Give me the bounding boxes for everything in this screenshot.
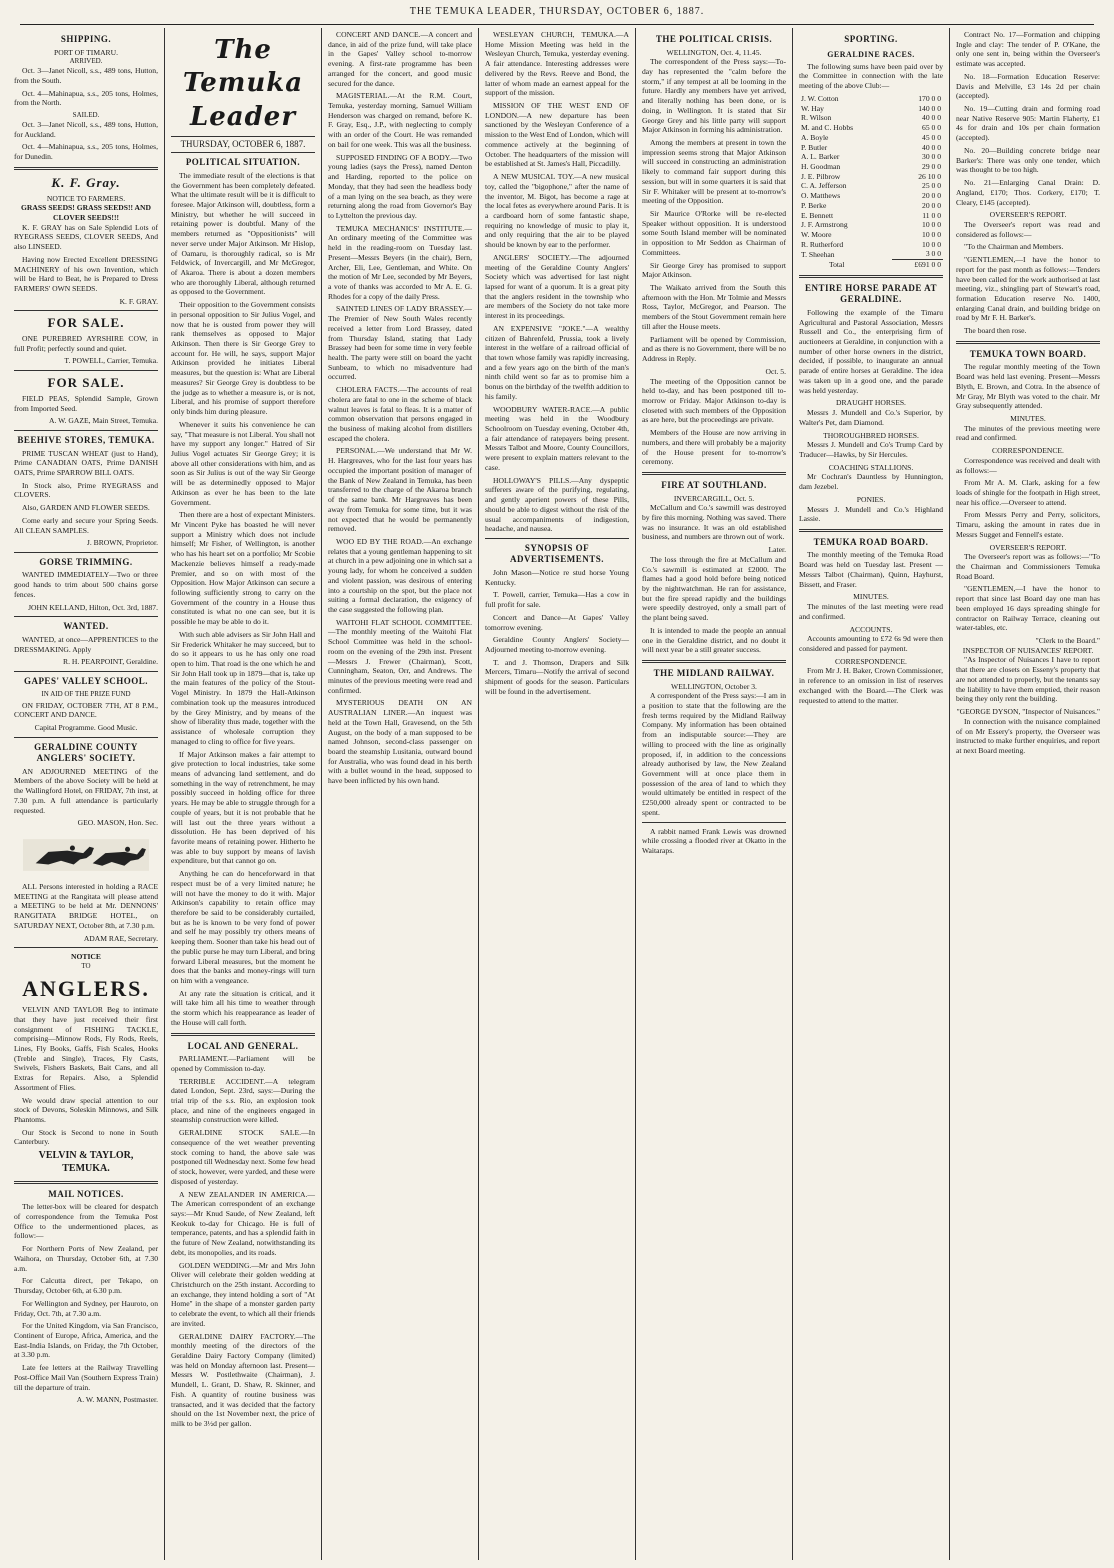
road-board-accounts-heading: ACCOUNTS.	[849, 624, 893, 634]
races-row-name: P. Butler	[801, 142, 828, 152]
for-sale-body-2: FIELD PEAS, Splendid Sample, Grown from Imported Seed.	[14, 393, 158, 413]
races-row-amount: 170 0 0	[918, 93, 941, 103]
road-board-heading: TEMUKA ROAD BOARD.	[813, 536, 929, 547]
tender-paragraph: No. 21—Enlarging Canal Drain: D. Angland, £170; Thos. Corkery, £170; T. Cleary, £145 (accepted).	[956, 178, 1100, 207]
local-paragraph: HOLLOWAY'S PILLS.—Any dyspeptic sufferers aware of the purifying, regulating, and gently aperient powers of these Pills, should be able to digest without the risk of the usual accompaniments of indigestion, headache, and nausea.	[485, 475, 629, 534]
thoroughbred-paragraph: Messrs J. Mundell and Co's Trump Card by Traducer—Hawks, by Sir Hercules.	[799, 440, 943, 459]
divider	[14, 947, 158, 948]
road-board-correspondence-heading: CORRESPONDENCE.	[835, 656, 907, 666]
gapes-heading: GAPES' VALLEY SCHOOL.	[23, 676, 149, 687]
races-row-amount: 45 0 0	[922, 132, 941, 142]
crisis-paragraph: Parliament will be opened by Commission, and as there is no Government, there will be no Address in Reply.	[642, 334, 786, 364]
political-crisis-heading: THE POLITICAL CRISIS.	[655, 34, 773, 44]
races-row-amount: 20 0 0	[922, 200, 941, 210]
ponies-heading: PONIES.	[856, 494, 886, 504]
synopsis-heading: SYNOPSIS OF ADVERTISEMENTS.	[510, 542, 604, 565]
column-5	[636, 28, 793, 1560]
local-paragraph: PARLIAMENT.—Parliament will be opened by Commission to-day.	[171, 1054, 315, 1073]
races-row-name: P. Berke	[801, 200, 827, 210]
races-row-name: W. Moore	[801, 229, 832, 239]
local-general-heading: LOCAL AND GENERAL.	[187, 1040, 299, 1051]
town-board-paragraph: The regular monthly meeting of the Town Board was held last evening. Present—Messrs Blyth, E. Brown, and Cotra. In the absence of Mr Gray, Mr Blyth was voted to the chair. Mr Gray subsequently attended.	[956, 362, 1100, 411]
local-paragraph: A NEW ZEALANDER IN AMERICA.—The American correspondent of an exchange says:—Mr Knud Saude, of New Zealand, left Keokuk to-day for Chicago. He is full of temperance, patents, and has a splendid faith in the future of New Zealand, notwithstanding its debt, its monopolies, and its roads.	[171, 1189, 315, 1257]
races-row-amount: 10 0 0	[922, 220, 941, 230]
town-board-correspondence-heading: CORRESPONDENCE.	[992, 446, 1064, 456]
synopsis-item: T. and J. Thomson, Drapers and Silk Mercers, Timaru—Notify the arrival of second shipment of goods for the season. Particulars will be found in the advertisement.	[485, 657, 629, 696]
editorial-paragraph: The immediate result of the elections is that the Government has been completely defeated. What the ultimate result will be it is difficult to foresee. Major Atkinson will, doubtless, form a Ministry, but whether he will succeed in retaining power is doubtful. Many of the members returned as "Oppositionists" will never serve under Major Atkinson. Mr Hislop, of Oamaru, is thoroughly radical, so is Mr Feldwick, of Invercargill, and Mr McGregor, of Akaroa. There is about a dozen members who are thoroughly Liberal, although returned as opposed to the Government.	[171, 170, 315, 297]
fire-paragraph: McCallum and Co.'s sawmill was destroyed by fire this morning. Nothing was saved. There was no insurance. It was an old established business, and numbers are thrown out of work.	[642, 503, 786, 542]
local-paragraph: WAITOHI FLAT SCHOOL COMMITTEE.—The monthly meeting of the Waitohi Flat School Committee was held in the school-room on the evening of the 29th inst. Present—Messrs J. Frewer (Chairman), Scott, Cunningham, Seaton, Orr, and Andrews. The minutes of the previous meeting were read and confirmed.	[328, 617, 472, 695]
races-row-name: A. Boyle	[801, 132, 829, 142]
races-row-name: T. Sheehan	[801, 249, 835, 259]
divider	[799, 529, 943, 532]
divider	[14, 310, 158, 311]
beehive-body: PRIME TUSCAN WHEAT (just to Hand), Prime CANADIAN OATS, Prime DANISH OATS, Prime SPARROW BILL OATS.	[14, 448, 158, 477]
wanted-heading: WANTED.	[63, 621, 109, 632]
midland-paragraph: A correspondent of the Press says:—I am in a position to state that the following are the fresh terms required by the Midland Railway Company. My information has been obtained from an indisputable source:—They are willing to proceed with the line as originally proposed, if, in addition to the concessions already authorised by law, the New Zealand Government will at once place them in possession of the area of land to which they would ultimately be entitled in respect of the £250,000 already spent or contracted to be spent.	[642, 691, 786, 817]
races-row-amount: 3 0 0	[925, 249, 941, 259]
divider	[642, 822, 786, 823]
road-board-paragraph: The minutes of the last meeting were read and confirmed.	[799, 602, 943, 621]
editorial-paragraph: Their opposition to the Government consists in personal opposition to Sir Julius Vogel, and now that he is ousted from power they will rank themselves as opposed to Major Atkinson. Then there is Sir George Grey to account for. He will, he says, support Major Atkinson provided he initiates Liberal measures, but the question is: What are Liberal measures? Sir George Grey is doubtless to be the judge as to whether a measure is, or is not, Liberal, and his promise of support therefore only binds him during pleasure.	[171, 300, 315, 417]
arrived-label: ARRIVED.	[69, 57, 103, 66]
gorse-body: WANTED IMMEDIATELY—Two or three good hands to trim about 500 chains gorse fences.	[14, 570, 158, 599]
mail-signature: A. W. MANN, Postmaster.	[76, 1395, 158, 1405]
road-board-paragraph: The monthly meeting of the Temuka Road Board was held on Tuesday last. Present — Messrs Talbot (Chairman), Quinn, Hayhurst, Bissett, and Fraser.	[799, 550, 943, 589]
velvin-body: VELVIN AND TAYLOR Beg to intimate that they have just received their first consignment of FISHING TACKLE, comprising—Minnow Rods, Fly Rods, Reels, Lines, Fly Books, Gaffs, Fish Scales, Hooks (Treble and Single), Traces, Fly Casts, Swivels, Fishers Baskets, Bait Cans, and all Extras for Repairs. Also, a Splendid Assortment of Flies.	[14, 1005, 158, 1092]
races-row-name: J. W. Cotton	[801, 93, 839, 103]
nuisances-heading: INSPECTOR OF NUISANCES' REPORT.	[962, 645, 1094, 655]
races-row	[799, 113, 943, 123]
races-row-amount: 29 0 0	[922, 161, 941, 171]
races-row	[799, 123, 943, 133]
beehive-heading: BEEHIVE STORES, TEMUKA.	[17, 434, 155, 445]
sailing-1: Oct. 3—Janet Nicoll, s.s., 489 tons, Hutton, for Auckland.	[14, 120, 158, 139]
divider	[14, 671, 158, 672]
divider	[14, 737, 158, 738]
races-row	[799, 181, 943, 191]
road-board-paragraph: From Mr J. H. Baker, Crown Commissioner, in reference to an omission in list of reserves exchanged with the Board.—The Clerk was requested to attend to the matter.	[799, 666, 943, 705]
shipping-heading: SHIPPING.	[60, 34, 112, 44]
editorial-paragraph: At any rate the situation is critical, and it will take him all his time to weather through the storm which his reappearance as leader of the House will call forth.	[171, 988, 315, 1027]
races-row	[799, 143, 943, 153]
divider	[14, 1181, 158, 1184]
editorial-paragraph: With such able advisers as Sir John Hall and Sir Frederick Whitaker he may succeed, but to do so it appears to us he has only one road open to him. That road is the one which he and Sir John Hall took up in 1879—that is, take up the main features of the policy of the Stout-Vogel Ministry. In 1879 the Hall-Atkinson combination took up the measures introduced by the Grey Ministry, and by means of the show of liberality thus made, together with the assistance of wholesale corruption they managed to cling to office for five years.	[171, 629, 315, 746]
gray-subheading: NOTICE TO FARMERS.	[46, 193, 126, 203]
running-head-text: THE TEMUKA LEADER, THURSDAY, OCTOBER 6, 1887.	[409, 6, 705, 17]
column-6	[793, 28, 950, 1560]
racehorse-illustration	[23, 831, 150, 879]
gray-body: K. F. GRAY has on Sale Splendid Lots of RYEGRASS SEEDS, CLOVER SEEDS, And also LINSEED.	[14, 222, 158, 252]
race-meeting-signature: ADAM RAE, Secretary.	[83, 933, 158, 943]
town-board-paragraph: The minutes of the previous meeting were read and confirmed.	[956, 423, 1100, 443]
local-paragraph: PERSONAL.—We understand that Mr W. H. Hargreaves, who for the last four years has occupied the important position of manager of the Bank of New Zealand in Temuka, has been transferred to the charge of the Akaroa branch of the same bank. Mr Hargreaves has been away from Temuka for some time, but it was not expected that he would be permanently removed.	[328, 446, 472, 534]
races-row-name: R. Rutherford	[801, 239, 844, 249]
local-paragraph: SAINTED LINES OF LADY BRASSEY.—The Premier of New South Wales recently received a letter from Lord Brassey, dated from Thursday Island, stating that Lady Brassey had been for some time in very feeble health. The party were still on board the yacht Sunbeam, to which no misadventure had occurred.	[328, 304, 472, 382]
divider	[642, 472, 786, 475]
local-paragraph: CONCERT AND DANCE.—A concert and dance, in aid of the prize fund, will take place in the Gapes' Valley school to-morrow evening. A first-rate programme has been arranged for the concert, and good music secured for the dance.	[328, 30, 472, 88]
races-row-amount: 10 0 0	[922, 239, 941, 249]
arrival-2: Oct. 4—Mahinapua, s.s., 205 tons, Holmes, from the North.	[14, 88, 158, 108]
nuisances-paragraph: In connection with the nuisance complained of on Mr Essery's property, the Overseer was instructed to make further enquiries, and report at next Board meeting.	[956, 716, 1100, 755]
tender-paragraph: Contract No. 17—Formation and chipping Ingle and clay: The tender of P. O'Kane, the only one sent in, being within the Overseer's estimate was accepted.	[956, 30, 1100, 69]
races-row-amount: 25 0 0	[922, 181, 941, 191]
gapes-body: ON FRIDAY, OCTOBER 7TH, AT 8 P.M., CONCERT AND DANCE.	[14, 700, 158, 720]
beehive-body-2: In Stock also, Prime RYEGRASS and CLOVERS.	[14, 480, 158, 500]
races-total-amount: £691 0 0	[892, 260, 943, 270]
races-row-name: W. Hay	[801, 103, 824, 113]
beehive-body-4: Come early and secure your Spring Seeds. All CLEAN SAMPLES.	[14, 515, 158, 535]
local-paragraph: WOODBURY WATER-RACE.—A public meeting was held in the Woodbury Schoolroom on Tuesday evening, October 4th, a fair attendance of ratepayers being present. Messrs Talbot and Moore, County Councillors, were present to explain matters relevant to the case.	[485, 404, 629, 472]
mail-body-5: For the United Kingdom, via San Francisco, Continent of Europe, Africa, America, and the East-India Islands, on Friday, the 7th October, at 3.30 p.m.	[14, 1321, 158, 1360]
notice-to: TO	[81, 962, 91, 971]
local-paragraph: CHOLERA FACTS.—The accounts of real cholera are fatal to one in the scheme of black walnut leaves is fatal to fleas. It is a matter of common observation that persons engaged in the business of making alcohol from distillers escaped the cholera.	[328, 385, 472, 443]
races-row	[799, 211, 943, 221]
dateline: THURSDAY, OCTOBER 6, 1887.	[171, 136, 315, 154]
races-row	[799, 240, 943, 250]
tender-paragraph: No. 19—Cutting drain and forming road near Native Reserve 905: Martin Flaherty, £1 4s for drain and 10s per chain formation (accepted).	[956, 104, 1100, 143]
editorial-paragraph: If Major Atkinson makes a fair attempt to give protection to local industries, take some means of advancing land settlement, and do something in the way of retrenchment, he may possibly succeed in holding office for three years. He may be able to struggle through for a couple of years, but it is not probable that he will last out the three years without a dissolution. He has been deprived of his favorite means of retaining power. Hitherto he was able to buy support by means of lavish expenditure, but that cannot go on.	[171, 749, 315, 866]
crisis-paragraph: The Waikato arrived from the South this afternoon with the Hon. Mr Tolmie and Messrs Ross, Taylor, McGregor, and Pearson. The members of the Stout Government remain here till after the House meets.	[642, 283, 786, 331]
anglers-society-signature: GEO. MASON, Hon. Sec.	[77, 818, 158, 828]
local-paragraph: TERRIBLE ACCIDENT.—A telegram dated London, Sept. 23rd, says:—During the trial trip of the s.s. Rio, an explosion took place, and nine of the engineers engaged in steamship construction were killed.	[171, 1076, 315, 1125]
parade-paragraph: Following the example of the Timaru Agricultural and Pastoral Association, Messrs Russell and Co., the enterprising firm of auctioneers at Geraldine, in conjunction with a number of other horse owners in the district, decided, if possible, to inaugurate an annual parade of entire horses at Geraldine. The idea was taken up in a good one, and the parade was held yesterday.	[799, 307, 943, 395]
races-row-amount: 140 0 0	[918, 103, 941, 113]
races-row	[799, 152, 943, 162]
races-row-name: R. Wilson	[801, 113, 832, 123]
races-row	[799, 220, 943, 230]
races-row-name: A. L. Barker	[801, 152, 840, 162]
column-2	[165, 28, 322, 1560]
mail-body-4: For Wellington and Sydney, per Hauroto, on Friday, Oct. 7th, at 7.30 a.m.	[14, 1298, 158, 1318]
crisis-dateline-2: Oct. 5.	[765, 366, 786, 376]
local-paragraph: MAGISTERIAL.—At the R.M. Court, Temuka, yesterday morning, Samuel William Henderson was charged on remand, before K. F. Gray, Esq., J.P., with neglecting to comply with an order of the Court. He was remanded on bail for one week. This was all the business.	[328, 91, 472, 149]
for-sale-signature-2: A. W. GAZE, Main Street, Temuka.	[49, 416, 158, 426]
synopsis-item: Concert and Dance—At Gapes' Valley tomorrow evening.	[485, 612, 629, 632]
wanted-signature: R. H. PEARPOINT, Geraldine.	[63, 657, 158, 667]
midland-heading: THE MIDLAND RAILWAY.	[653, 668, 775, 678]
town-board-paragraph: From Messrs Perry and Perry, solicitors, Timaru, asking the amount in rates due in Messrs Sugget and Fennell's estate.	[956, 510, 1100, 539]
synopsis-item: T. Powell, carrier, Temuka—Has a cow in full profit for sale.	[485, 590, 629, 610]
divider	[14, 370, 158, 371]
races-row-amount: 26 10 0	[918, 171, 941, 181]
local-paragraph: GOLDEN WEDDING.—Mr and Mrs John Oliver will celebrate their golden wedding at Christchurch on the 25th instant. According to an exchange, they intend holding a sort of "At Home" in the shape of a monster garden party to celebrate the event, to which all their friends are invited.	[171, 1260, 315, 1328]
town-board-paragraph: "GENTLEMEN,—I have the honor to report that since last Board day one man has been employed 16 days spreading shingle for contractor on Railway Terrace, cleaning out water-tables, etc.	[956, 584, 1100, 633]
overseer-paragraph: The Overseer's report was read and considered as follows:—	[956, 219, 1100, 239]
races-row	[799, 249, 943, 259]
races-row	[799, 191, 943, 201]
for-sale-heading-2: FOR SALE.	[47, 375, 125, 391]
crisis-paragraph: Sir Maurice O'Rorke will be re-elected Speaker without opposition. It is understood some South Island member will be nominated in opposition to Mr Seddon as Chairman of Committees.	[642, 209, 786, 257]
divider	[799, 275, 943, 278]
tender-paragraph: No. 20—Building concrete bridge near Barker's: There was only one tender, which was thought to be too high.	[956, 145, 1100, 175]
political-situation-heading: POLITICAL SITUATION.	[185, 157, 301, 168]
crisis-paragraph: Members of the House are now arriving in numbers, and there will probably be a majority of the House present for to-morrow's ceremony.	[642, 428, 786, 467]
mail-body-3: For Calcutta direct, per Tekapo, on Thursday, October 6th, at 6.30 p.m.	[14, 1276, 158, 1296]
editorial-paragraph: Then there are a host of expectant Ministers. Mr Vincent Pyke has boasted he will never support a Ministry which does not include himself; Mr Fisher, of Wellington, is another who has his heart set on a portfolio; Mr Scobie Mackenzie believes himself a ready-made Premier, and so on with most of the Opposition. How Major Atkinson can secure a following sufficiently strong to carry on the Government of the country in a House thus constituted is what no one can see, but it is possible he may be able to do it.	[171, 510, 315, 627]
town-board-heading: TEMUKA TOWN BOARD.	[969, 348, 1087, 359]
divider	[14, 167, 158, 170]
town-board-paragraph: Correspondence was received and dealt with as follows:—	[956, 455, 1100, 475]
races-row	[799, 172, 943, 182]
races-row	[799, 162, 943, 172]
tender-paragraph: No. 18—Formation Education Reserve: Davis and Melville, £3 14s 2d per chain (accepted).	[956, 71, 1100, 101]
column-1	[8, 28, 165, 1560]
velvin-body-2: We would draw special attention to our stock of Devons, Soleskin Minnows, and Silk Phantoms.	[14, 1095, 158, 1125]
for-sale-body-1: ONE PUREBRED AYRSHIRE COW, in full Profit; perfectly sound and quiet.	[14, 334, 158, 353]
fire-dateline: INVERCARGILL, Oct. 5.	[673, 493, 755, 503]
gapes-subheading: IN AID OF THE PRIZE FUND	[41, 689, 131, 698]
crisis-paragraph: The correspondent of the Press says:—To-day has represented the "calm before the storm," if any tempest at all be looming in the future. Hardly any members have yet arrived, and literally nothing has been done, or is doing, in Wellington. It is stated that Sir George Grey and his little party will support Major Atkinson in forming his administration.	[642, 57, 786, 135]
races-row-amount: 40 0 0	[922, 142, 941, 152]
races-total-label: Total	[829, 259, 845, 269]
nuisances-paragraph: "As Inspector of Nuisances I have to report that there are closets on Esseny's property that are not attended to properly, but the tenants say the liability to have them emptied, their reason being they only rent the building.	[956, 655, 1100, 704]
fire-paragraph: It is intended to made the people an annual one in the Geraldine district, and no doubt it will next year be a still greater success.	[642, 625, 786, 655]
divider	[171, 1033, 315, 1036]
editorial-paragraph: Anything he can do henceforward in that respect must be of a very limited nature; he will not have the money to do it with. Major Atkinson's capability to retain office may therefore be said to be considerably curtailed, but as he is known to be very fond of power and self he may possibly try others means of keeping them. Sooner than take his head out of the public purse he may turn Liberal, and bring forward Liberal measures, but the moment he does that the banks and money-rings will turn on him with a vengeance.	[171, 869, 315, 986]
column-7	[950, 28, 1106, 1560]
crisis-paragraph: Sir George Grey has promised to support Major Atkinson.	[642, 260, 786, 280]
local-paragraph: MISSION OF THE WEST END OF LONDON.—A new departure has been sanctioned by the Wesleyan Conference of a mission to the West End of London, which will commence actively at the beginning of October. The headquarters of the mission will be established at St. James's Hall, Piccadilly.	[485, 101, 629, 169]
velvin-signature: VELVIN & TAYLOR, TEMUKA.	[38, 1150, 134, 1174]
races-row	[799, 94, 943, 104]
columns	[8, 28, 1106, 1560]
races-total-row	[799, 260, 943, 270]
town-board-paragraph: From Mr A. M. Clark, asking for a few loads of shingle for the footpath in High street, near his office.—Overseer to attend.	[956, 478, 1100, 507]
anglers-big-heading: ANGLERS.	[22, 975, 150, 1001]
thoroughbred-heading: THOROUGHBRED HORSES.	[823, 430, 919, 440]
local-paragraph: SUPPOSED FINDING OF A BODY.—Two young ladies (says the Press), named Denton and Harding, reported to the police on Monday, that they had seen the headless body of a man lying on the sea beach, as they were returning along the road from Governor's Bay to Lyttelton the previous day.	[328, 152, 472, 220]
beehive-signature: J. BROWN, Proprietor.	[86, 538, 158, 548]
editorial-paragraph: Whenever it suits his convenience he can say, "That measure is not Liberal. You shall not have my support any longer." Hatred of Sir Julius Vogel actuates Sir George Grey; it is above all other considerations with him, and as soon as Sir Julius is out of the way Sir George will be as determinedly opposed to Major Atkinson as ever he has been to the late Government.	[171, 419, 315, 507]
mail-body: The letter-box will be cleared for despatch of correspondence from the Temuka Post Office to the undermentioned places, as follow:—	[14, 1202, 158, 1241]
divider	[14, 616, 158, 617]
crisis-paragraph: The meeting of the Opposition cannot be held to-day, and has been postponed till to-morrow or Friday. Major Atkinson to-day is closeted with such members of the Opposition as are here, but the proceedings are private.	[642, 376, 786, 425]
local-paragraph: ANGLERS' SOCIETY.—The adjourned meeting of the Geraldine County Anglers' Society which was advertised for last night lapsed for want of a quorum. It is a great pity that the anglers resident in the township who are members of the Society do not take more interest in its proceedings.	[485, 252, 629, 321]
overseer-report-heading: OVERSEER'S REPORT.	[989, 210, 1067, 220]
nuisances-signature: "GEORGE DYSON, "Inspector of Nuisances."	[956, 707, 1100, 717]
races-row-amount: 30 0 0	[922, 152, 941, 162]
races-row	[799, 104, 943, 114]
clerk-signature: "Clerk to the Board."	[1035, 636, 1100, 646]
fire-heading: FIRE AT SOUTHLAND.	[661, 479, 767, 490]
anglers-society-body: AN ADJOURNED MEETING of the Members of the above Society will be held at the Wallingford Hotel, on FRIDAY, 7th inst, at 7.30 p.m. A full attendance is particularly requested.	[14, 766, 158, 815]
sailing-2: Oct. 4—Mahinapua, s.s., 205 tons, Holmes, for Dunedin.	[14, 142, 158, 162]
draught-heading: DRAUGHT HORSES.	[836, 398, 906, 408]
wanted-body: WANTED, at once—APPRENTICES to the DRESSMAKING. Apply	[14, 634, 158, 654]
road-board-paragraph: Accounts amounting to £72 6s 9d were then considered and passed for payment.	[799, 634, 943, 653]
local-paragraph: A NEW MUSICAL TOY.—A new musical toy, called the "bigophone," after the name of the inventor, M. Bigot, has become a rage at the local fetes as everywhere around Paris. It is a cardboard horn of some fantastic shape, requiring no knowledge of music to play it, and only requiring that the air to be played should be known by ear to the performer.	[485, 172, 629, 250]
fire-later: Later.	[768, 545, 786, 555]
gray-seeds-line: GRASS SEEDS! GRASS SEEDS!! AND CLOVER SEEDS!!!	[21, 203, 151, 222]
midland-dateline: WELLINGTON, October 3.	[671, 681, 757, 691]
town-board-overseer-heading: OVERSEER'S REPORT.	[989, 542, 1067, 552]
races-row-amount: 11 0 0	[922, 210, 941, 220]
races-row-amount: 40 0 0	[922, 113, 941, 123]
local-paragraph: GERALDINE STOCK SALE.—In consequence of the wet weather preventing stock coming to hand, the above sale was postponed till Wednesday next. Some few head of stock, however, were yarded, and these were disposed of yesterday.	[171, 1128, 315, 1186]
ponies-paragraph: Messrs J. Mundell and Co.'s Highland Lassie.	[799, 504, 943, 524]
board-rose: The board then rose.	[964, 326, 1027, 336]
for-sale-signature-1: T. POWELL, Carrier, Temuka.	[64, 356, 158, 366]
races-row-name: M. and C. Hobbs	[801, 123, 854, 133]
sailed-label: SAILED.	[72, 111, 100, 120]
synopsis-item: John Mason—Notice re stud horse Young Kentucky.	[485, 567, 629, 587]
draught-paragraph: Messrs J. Mundell and Co.'s Superior, by Walter's Pet, dam Diamond.	[799, 408, 943, 427]
races-row-name: E. Bennett	[801, 210, 834, 220]
column-3	[322, 28, 479, 1560]
gray-body-2: Having now Erected Excellent DRESSING MACHINERY of his own Invention, which will be Hard to Beat, he is Prepared to Dress FARMERS' OWN SEEDS.	[14, 254, 158, 293]
sporting-heading: SPORTING.	[844, 34, 898, 44]
gray-signature: K. F. GRAY.	[119, 296, 158, 306]
local-paragraph: TEMUKA MECHANICS' INSTITUTE.—An ordinary meeting of the Committee was held in the reading-room on Tuesday last. Present—Messrs Beyers (in the chair), Bern, Archer, Eli, Lee, Gentleman, and White. On the motion of Mr Lee, seconded by Mr Beyers, a vote of thanks was accorded to Mr A. E. G. Rhodes for a copy of the daily Press.	[328, 223, 472, 301]
local-paragraph: MYSTERIOUS DEATH ON AN AUSTRALIAN LINER.—An inquest was held at the Town Hall, Gravesend, on the 5th August, on the body of a man supposed to be named Johnson, second-class passenger on board the steamship Lusitania, outward bound for Australia, who was found dead in his berth with a bullet wound in the head, supposed to have been inflicted by his own hand.	[328, 698, 472, 786]
races-row-name: J. E. Pilbrow	[801, 171, 841, 181]
for-sale-heading-1: FOR SALE.	[47, 315, 125, 331]
gorse-signature: JOHN KELLAND, Hilton, Oct. 3rd, 1887.	[28, 602, 158, 612]
column-4	[479, 28, 636, 1560]
coaching-paragraph: Mr Cochran's Dauntless by Hunnington, dam Jezebel.	[799, 472, 943, 492]
races-row-name: O. Matthews	[801, 191, 841, 201]
local-paragraph: WESLEYAN CHURCH, TEMUKA.—A Home Mission Meeting was held in the Wesleyan Church, Temuka, yesterday evening. A fair attendance. Interesting addresses were delivered by the Revs. Reeve and Bond, the latter of whom made an earnest appeal for the support of the mission.	[485, 30, 629, 98]
mail-body-2: For Northern Ports of New Zealand, per Waihora, on Thursday, October 6th, at 7.30 a.m.	[14, 1244, 158, 1273]
races-row	[799, 201, 943, 211]
races-table	[799, 94, 943, 270]
races-row	[799, 230, 943, 240]
fire-paragraph: The loss through the fire at McCallum and Co.'s sawmill is estimated at £2000. The flames had a good hold before being noticed by the nightwatchman. He ran for assistance, but the fire spread rapidly and the buildings were speedily destroyed, only a small part of the plant being saved.	[642, 554, 786, 623]
town-board-paragraph: The Overseer's report was as follows:—"To the Chairman and Commissioners Temuka Road Board.	[956, 552, 1100, 581]
mail-body-6: Late fee letters at the Railway Travelling Post-Office Mail Van (Southern Express Train) till the departure of train.	[14, 1363, 158, 1392]
local-paragraph: AN EXPENSIVE "JOKE."—A wealthy citizen of Bahrenfeld, Prussia, took a lively interest in the welfare of a railroad official of that town whose family was rapidly increasing, and a few years ago on the birth of the man's ninth child went so far as to promise him a bonus on the birthday of the twelfth addition to his family.	[485, 323, 629, 401]
divider	[14, 552, 158, 553]
overseer-paragraph: "To the Chairman and Members.	[964, 242, 1064, 252]
gray-heading: K. F. Gray.	[51, 174, 121, 190]
races-row-name: H. Goodman	[801, 161, 841, 171]
local-paragraph: WOO ED BY THE ROAD.—An exchange relates that a young gentleman happening to sit at church in a pew adjoining one in which sat a young lady, for whom he conceived a sudden and violent passion, was desirous of entering into a courtship on the spot, but the place not suiting a formal declaration, the exigency of the case suggested the following plan.	[328, 536, 472, 614]
races-intro: The following sums have been paid over by the Committee in connection with the late meeting of the above Club:—	[799, 61, 943, 91]
divider	[485, 538, 629, 539]
town-board-minutes-heading: MINUTES.	[1010, 413, 1046, 423]
divider	[642, 660, 786, 663]
race-meeting-body: ALL Persons interested in holding a RACE MEETING at the Rangitata will please attend a MEETING to be held at Mr. DENNONS' RANGITATA BRIDGE HOTEL, on SATURDAY NEXT, October 8th, at 7.30 p.m.	[14, 882, 158, 930]
races-heading: GERALDINE RACES.	[827, 49, 915, 59]
gapes-body-2: Capital Programme. Good Music.	[34, 722, 138, 732]
velvin-body-3: Our Stock is Second to none in South Canterbury.	[14, 1127, 158, 1147]
crisis-paragraph: Among the members at present in town the impression seems strong that Major Atkinson will succeed in constructing an administration likely to command fair support during this session, but will in some quarters it is said that Sir F. Whitaker will be present at to-morrow's meeting of the Opposition.	[642, 137, 786, 206]
beehive-body-3: Also, GARDEN AND FLOWER SEEDS.	[22, 503, 150, 513]
overseer-paragraph: "GENTLEMEN,—I have the honor to report for the past month as follows:—Tenders have been called for the work authorised at last meeting, viz., shingling part of Stewart's road, formation Education reserve No. 1400, enlarging Canal drain, and building bridge on road by Mr F. H. Barker's.	[956, 255, 1100, 323]
races-row-amount: 65 0 0	[922, 123, 941, 133]
local-paragraph: GERALDINE DAIRY FACTORY.—The monthly meeting of the directors of the Geraldine Dairy Factory Company (limited) was held on Monday afternoon last. Present—Messrs W. Postlethwaite (Chairman), J. Mundell, L. Grant, D. Shaw, R. Skinner, and Fish. A quantity of routine business was transacted, and it was decided that the factory should on the 1st November next, the price of milk to be 3½d per gallon.	[171, 1331, 315, 1429]
synopsis-item: Geraldine County Anglers' Society—Adjourned meeting to-morrow evening.	[485, 635, 629, 654]
coaching-heading: COACHING STALLIONS.	[828, 462, 914, 472]
divider	[956, 341, 1100, 344]
masthead: The Temuka Leader	[182, 35, 304, 132]
races-row-name: C. A. Jefferson	[801, 181, 847, 191]
notice-heading: NOTICE	[71, 952, 101, 962]
crisis-dateline: WELLINGTON, Oct. 4, 11.45.	[666, 47, 762, 57]
road-board-minutes-heading: MINUTES.	[853, 592, 889, 602]
mail-heading: MAIL NOTICES.	[48, 1188, 124, 1199]
gorse-heading: GORSE TRIMMING.	[39, 556, 133, 567]
running-head	[20, 6, 1094, 25]
anglers-society-heading: GERALDINE COUNTY ANGLERS' SOCIETY.	[34, 741, 138, 764]
races-row-amount: 10 0 0	[922, 229, 941, 239]
races-row-amount: 20 0 0	[922, 191, 941, 201]
arrival-1: Oct. 3—Janet Nicoll, s.s., 489 tons, Hutton, from the South.	[14, 66, 158, 85]
port-heading: PORT OF TIMARU.	[53, 47, 119, 57]
races-row-name: J. F. Armstrong	[801, 220, 848, 230]
divider	[14, 430, 158, 431]
midland-paragraph: A rabbit named Frank Lewis was drowned while crossing a flooded river at Okatto in the Waitaraps.	[642, 826, 786, 856]
parade-heading: ENTIRE HORSE PARADE AT GERALDINE.	[805, 282, 937, 305]
races-row	[799, 133, 943, 143]
